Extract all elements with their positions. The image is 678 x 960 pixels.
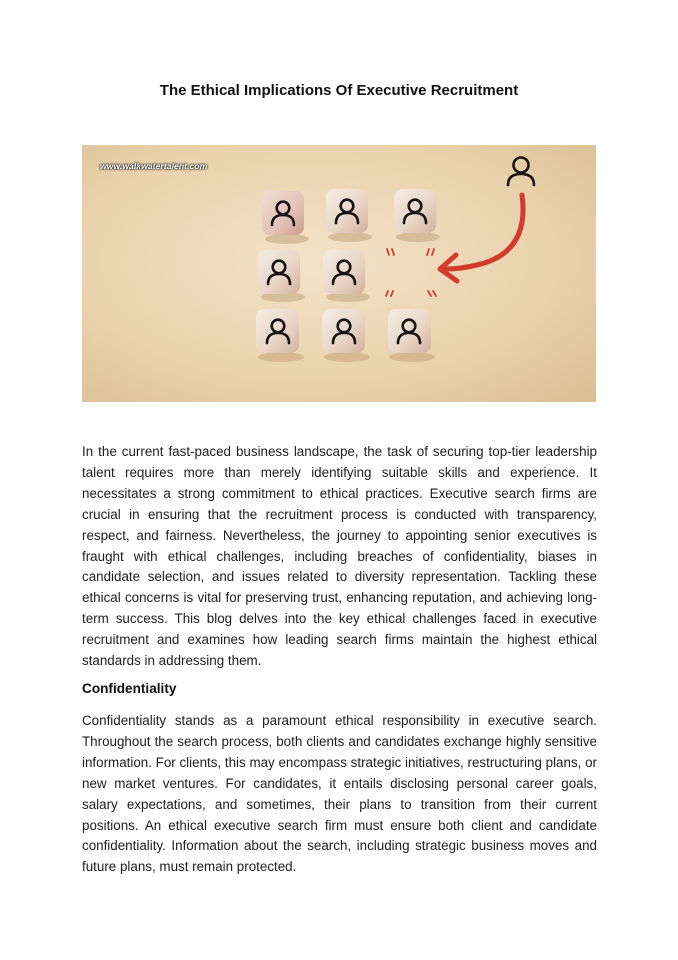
cube	[394, 189, 440, 242]
page-title: The Ethical Implications Of Executive Recruitment	[159, 82, 519, 99]
image-watermark: www.walkwatertalent.com	[100, 161, 208, 171]
hero-image	[82, 145, 596, 402]
cube	[388, 309, 435, 362]
cube	[323, 250, 370, 302]
cube	[322, 309, 370, 362]
cube	[258, 250, 305, 302]
section-paragraph: Confidentiality stands as a paramount ethical responsibility in executive search. Throughout the search process, both clients and candidates exchange highly sensitive information. For clients, this may encompass strategic initiatives, restructuring plans, or new market ventures. For candidates, it entails disclosing personal career goals, salary expectations, and sometimes, their plans to transition from their current positions. An ethical executive search firm must ensure both client and candidate confidentiality. Information about the search, including strategic business moves and future plans, must remain protected.	[82, 713, 597, 875]
intro-paragraph: In the current fast-paced business landscape, the task of securing top-tier leadership talent requires more than merely identifying suitable skills and experience. It necessitates a strong commitment to ethical practices. Executive search firms are crucial in ensuring that the recruitment process is conducted with transparency, respect, and fairness. Nevertheless, the journey to appointing senior executives is fraught with ethical challenges, including breaches of confidentiality, biases in candidate selection, and issues related to diversity representation. Tackling these ethical concerns is vital for preserving trust, enhancing reputation, and achieving long-term success. This blog delves into the key ethical challenges faced in executive recruitment and examines how leading search firms maintain the highest ethical standards in addressing them.	[82, 444, 597, 669]
section-heading: Confidentiality	[82, 681, 177, 696]
cube	[326, 189, 372, 242]
cube	[256, 309, 304, 362]
